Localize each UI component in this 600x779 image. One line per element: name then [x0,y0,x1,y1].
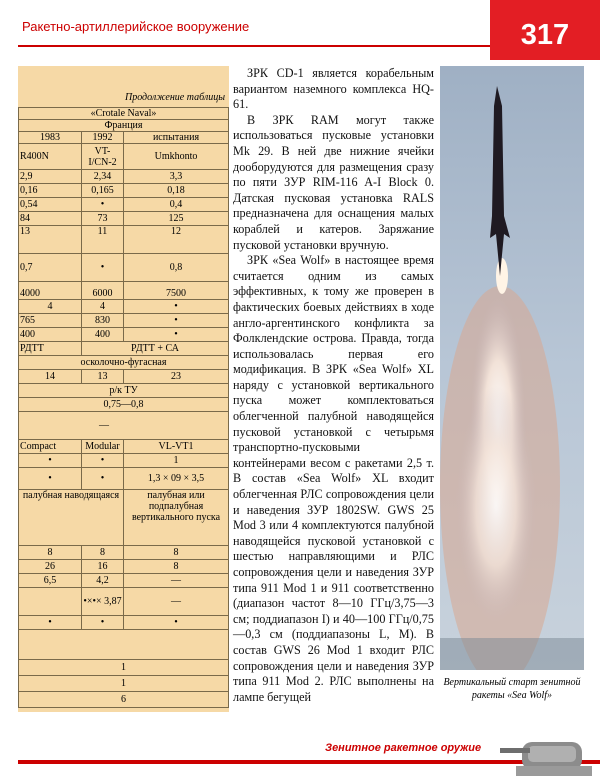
table-cell: • [124,314,229,328]
table-cell: 0,4 [124,198,229,212]
table-cell: 1 [124,454,229,468]
table-cell: 1992 [82,132,124,144]
table-cell: • [19,616,82,630]
article-text [233,66,434,705]
table-cell: 0,16 [19,184,82,198]
table-cell: 4 [82,300,124,314]
table-cell: VL-VT1 [124,440,229,454]
table-cell: палубная наводящаяся [19,490,124,546]
table-cell: «Crotale Naval» [19,108,229,120]
paragraph: ЗРК «Sea Wolf» в настоящее время считается одним из самых эффективных, к тому же проверен в фактических боевых действиях в ходе англо-аргентинского конфликта за Фолклендские острова. Правда, тогда использовалась первая его модификация. В ЗРК «Sea Wolf» XL наряду с установкой вертикального пуска может комплектоваться облегченной палубной наводящейся пусковой установкой с четырьмя транспортно-пусковыми контейнерами весом с ракетами 2,5 т. В состав «Sea Wolf» XL входит облегченная РЛС сопровождения цели и наведения ЗУР 1802SW. GWS 25 Mod 3 или 4 комплектуются палубной наводящейся пусковой установкой с шестью направляющими и РЛС сопровождения цели и наведения ЗУР типа 911 Mod 1 и 911 соответственно (диапазон частот 8—10 ГГц/3,75—3 см; поддиапазон I) и 40—100 ГГц/0,75—0,3 см (поддиапазоны L, M). В состав GWS 26 Mod 1 входит РЛС сопровождения цели и наведения ЗУР типа 911 Mod 2. РЛС выполнены на лампе бегущей [233,253,434,704]
table-cell: 2,9 [19,170,82,184]
page-number: 317 [490,0,600,60]
table-cell: 16 [82,560,124,574]
table-cell: Compact [19,440,82,454]
table-cell: R400N [19,144,82,170]
table-cell: 14 [19,370,82,384]
table-cell: 3,3 [124,170,229,184]
table-cell: 4,2 [82,574,124,588]
footer-title: Зенитное ракетное оружие [325,742,482,754]
table-cell: р/к ТУ [19,384,229,398]
table-cell: • [82,616,124,630]
table-cell: 13 [82,370,124,384]
table-cell: 4 [19,300,82,314]
table-cell: Франция [19,120,229,132]
table-cell: 26 [19,560,82,574]
paragraph: ЗРК CD-1 является корабельным вариантом наземного комплекса HQ-61. [233,66,434,112]
table-cell: 0,7 [19,254,82,282]
table-cell: 8 [124,560,229,574]
table-cell: • [19,454,82,468]
table-cell [19,588,82,616]
table-cell: 1983 [19,132,82,144]
table-cell: • [82,254,124,282]
table-cell: 1 [19,676,229,692]
table-cell: • [82,454,124,468]
table-cell: испытания [124,132,229,144]
table-cell: Umkhonto [124,144,229,170]
table-cell: РДТТ [19,342,82,356]
table-cell: 23 [124,370,229,384]
table-cell [19,630,229,660]
table-cell: — [19,412,229,440]
table-cell: 830 [82,314,124,328]
table-cell: — [124,588,229,616]
table-cell: 0,75—0,8 [19,398,229,412]
table-cell: 11 [82,226,124,254]
table-cell: 13 [19,226,82,254]
gun-turret-icon [498,722,598,779]
paragraph: В ЗРК RAM могут также использоваться пусковые установки Mk 29. В ней две нижние ячейки дооборудуются для размещения сразу по пяти ЗУР RIM-116 A-I Block 0. Датская пусковая установка RALS предназначена для оснащения малых кораблей и катеров. Заряжание пусковой установки вручную. [233,112,434,252]
table-cell: 0,8 [124,254,229,282]
table-cell: • [82,198,124,212]
table-cell: •×•× 3,87 [82,588,124,616]
table-cell: • [19,468,82,490]
table-cell: 73 [82,212,124,226]
table-cell: — [124,574,229,588]
photo-caption: Вертикальный старт зенитной ракеты «Sea Wolf» [443,677,581,701]
table-cell: 400 [82,328,124,342]
table-cell: 125 [124,212,229,226]
section-title: Ракетно-артиллерийское вооружение [22,19,250,34]
table-cell: осколочно-фугасная [19,356,229,370]
table-cell: 2,34 [82,170,124,184]
table-cell: 400 [19,328,82,342]
table-cell: 7500 [124,282,229,300]
launch-photo [440,66,584,670]
table-cell: 6,5 [19,574,82,588]
table-cell: 0,54 [19,198,82,212]
table-cell: 6 [19,692,229,708]
table-cell: 0,18 [124,184,229,198]
table-cell: • [124,616,229,630]
table-cell: Modular [82,440,124,454]
table-cell: VT-I/CN-2 [82,144,124,170]
table-cell: 1,3 × 09 × 3,5 [124,468,229,490]
table-cell: 765 [19,314,82,328]
table-cell: 8 [124,546,229,560]
header-rule [18,45,503,47]
table-cell: • [124,328,229,342]
table-cell: 0,165 [82,184,124,198]
table-cell: 8 [19,546,82,560]
missile-launch-image [440,66,584,670]
table-cell: 84 [19,212,82,226]
table-cell: 6000 [82,282,124,300]
table-cell: 12 [124,226,229,254]
table-continuation: Продолжение таблицы [124,92,225,103]
table-cell: 8 [82,546,124,560]
table-cell: РДТТ + СА [82,342,229,356]
table-cell: 4000 [19,282,82,300]
table-cell: • [82,468,124,490]
table-cell: 1 [19,660,229,676]
table-cell: палубная или подпалубная вертикального пуска [124,490,229,546]
spec-table [18,107,229,708]
table-cell: • [124,300,229,314]
